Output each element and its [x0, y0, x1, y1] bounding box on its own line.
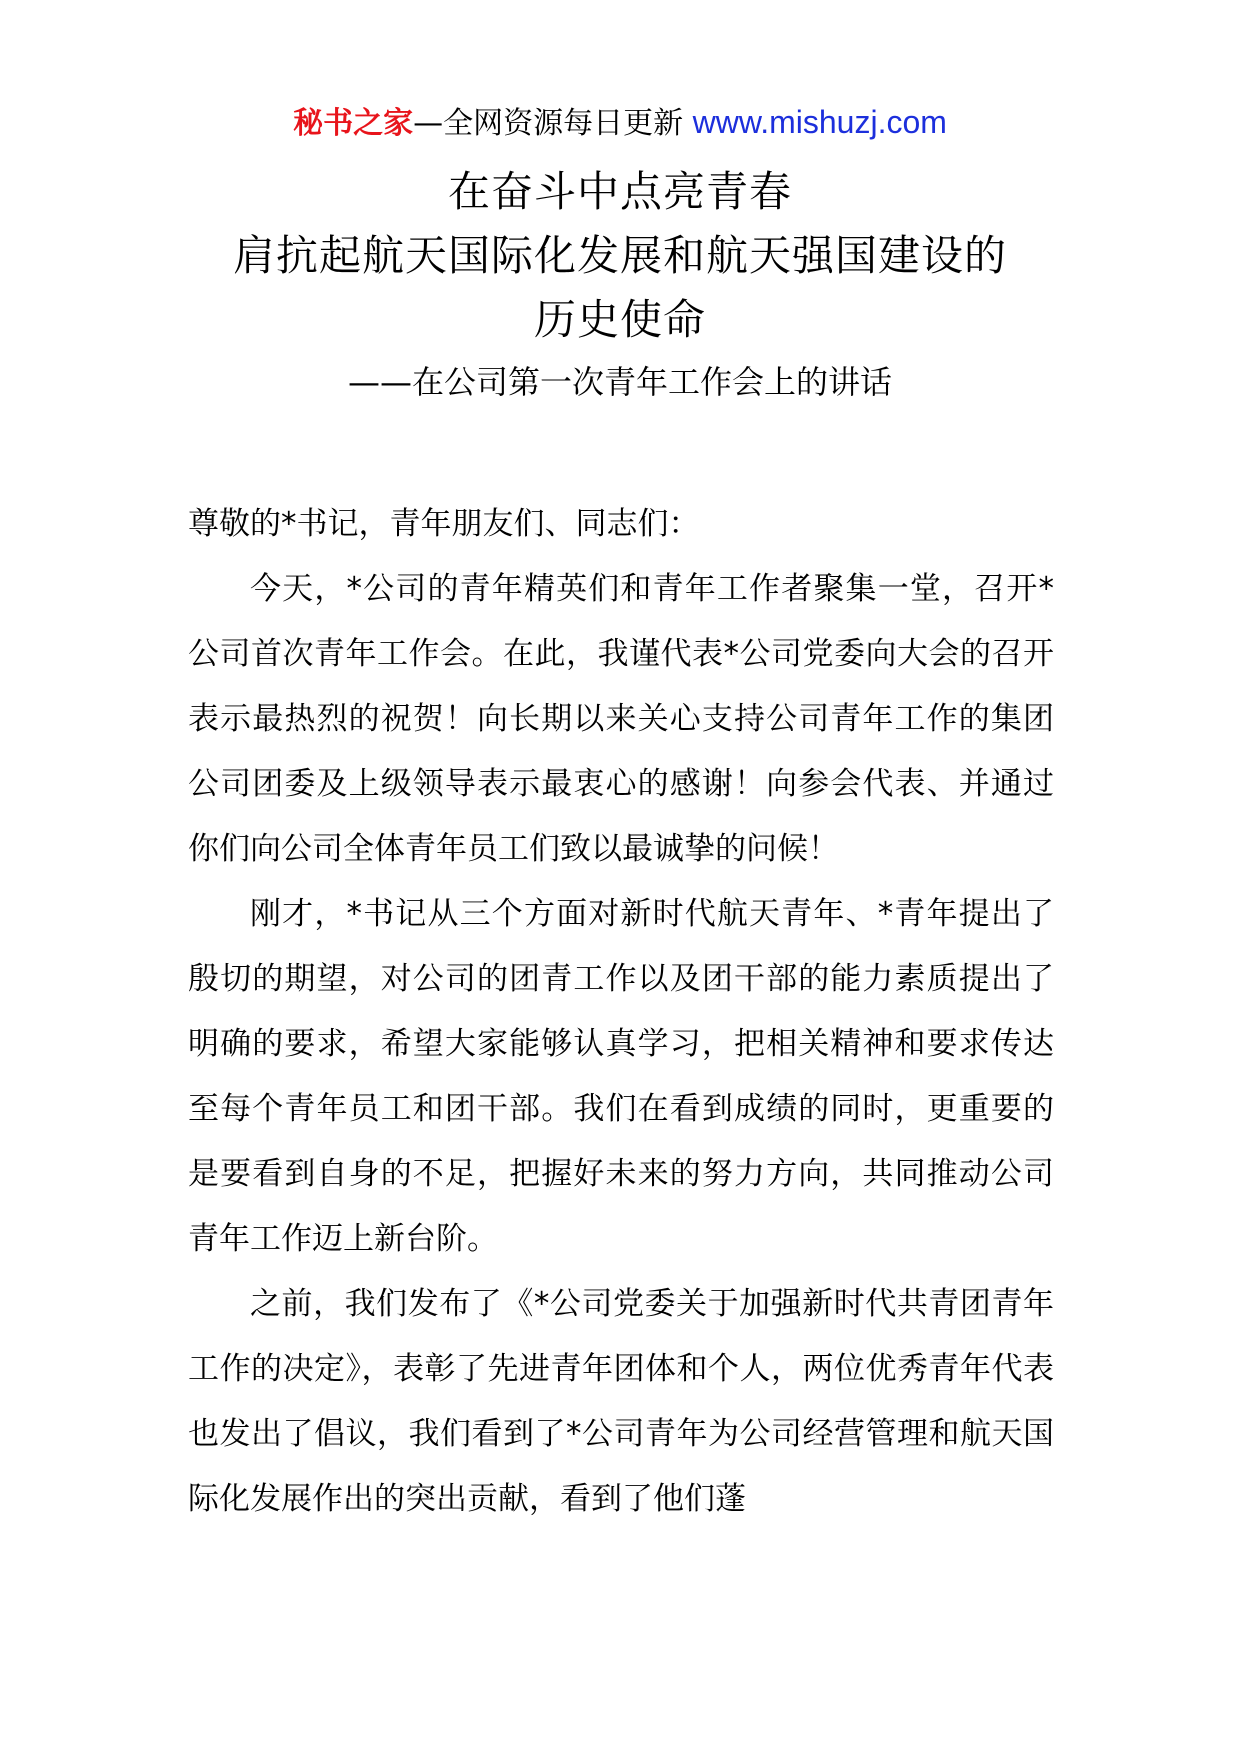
speech-body — [188, 492, 1054, 1532]
title-line-2: 肩抗起航天国际化发展和航天强国建设的 — [232, 231, 1007, 280]
salutation: 尊敬的*书记，青年朋友们、同志们： — [188, 506, 700, 542]
paragraph-1: 今天，*公司的青年精英们和青年工作者聚集一堂，召开*公司首次青年工作会。在此，我谨代表*公司党委向大会的召开表示最热烈的祝贺！向长期以来关心支持公司青年工作的集团公司团委及上级领导表示最衷心的感谢！向参会代表、并通过你们向公司全体青年员工们致以最诚挚的问候！ — [188, 571, 1054, 867]
title-line-1: 在奋斗中点亮青春 — [447, 167, 792, 216]
paragraph-2: 刚才，*书记从三个方面对新时代航天青年、*青年提出了殷切的期望，对公司的团青工作以及团干部的能力素质提出了明确的要求，希望大家能够认真学习，把相关精神和要求传达至每个青年员工和团干部。我们在看到成绩的同时，更重要的是要看到自身的不足，把握好未来的努力方向，共同推动公司青年工作迈上新台阶。 — [188, 896, 1054, 1257]
site-header — [0, 100, 1240, 146]
paragraph-3: 之前，我们发布了《*公司党委关于加强新时代共青团青年工作的决定》，表彰了先进青年团体和个人，两位优秀青年代表也发出了倡议，我们看到了*公司青年为公司经营管理和航天国际化发展作出的突出贡献，看到了他们蓬 — [188, 1286, 1054, 1517]
document-title-block — [0, 160, 1240, 408]
brand-name: 秘书之家 — [293, 106, 414, 141]
header-tagline: —全网资源每日更新 — [413, 106, 693, 141]
title-line-3: 历史使命 — [533, 295, 706, 344]
site-url-link[interactable]: www.mishuzj.com — [692, 104, 947, 140]
document-subtitle: ——在公司第一次青年工作会上的讲话 — [347, 363, 892, 401]
